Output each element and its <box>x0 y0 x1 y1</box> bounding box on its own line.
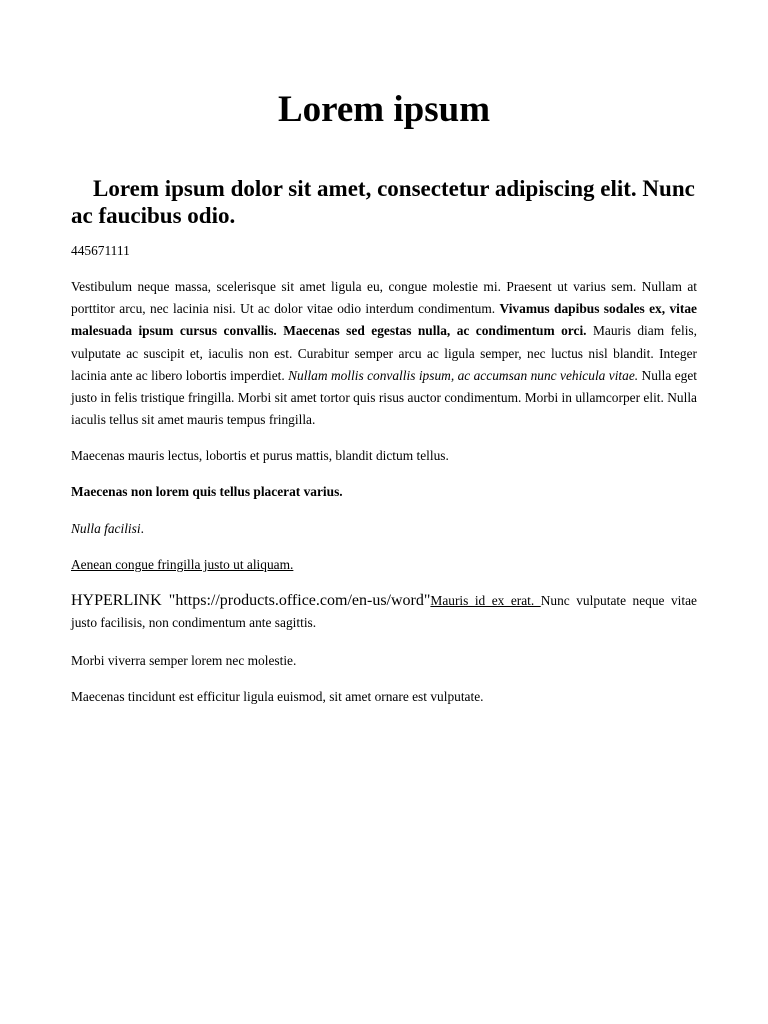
paragraph-7: Morbi viverra semper lorem nec molestie. <box>71 653 297 668</box>
paragraph-1-italic: Nullam mollis convallis ipsum, ac accumsan nunc vehicula vitae. <box>288 367 639 383</box>
paragraph-1 <box>71 276 697 431</box>
paragraph-4-italic: Nulla facilisi <box>71 521 141 536</box>
paragraph-4-tail: . <box>140 521 144 536</box>
hyperlink-field-code: HYPERLINK "https://products.office.com/en-us/word" <box>71 592 431 609</box>
paragraph-6 <box>71 590 697 634</box>
paragraph-3: Maecenas non lorem quis tellus placerat varius. <box>71 484 343 499</box>
paragraph-8: Maecenas tincidunt est efficitur ligula euismod, sit amet ornare est vulputate. <box>71 689 484 704</box>
paragraph-2: Maecenas mauris lectus, lobortis et purus mattis, blandit dictum tellus. <box>71 448 449 463</box>
paragraph-1-bold: Vivamus dapibus sodales ex, vitae malesuada ipsum cursus convallis. Maecenas sed egestas nulla, ac condimentum orci. <box>71 301 697 339</box>
document-title: Lorem ipsum <box>277 89 491 130</box>
document-subtitle: Lorem ipsum dolor sit amet, consectetur adipiscing elit. Nunc ac faucibus odio. <box>71 176 695 228</box>
paragraph-1-text-a: Vestibulum neque massa, scelerisque sit amet ligula eu, congue molestie mi. Praesent ut varius sem. Nullam at porttitor arcu, nec lacinia nisi. Ut ac dolor vitae odio interdum condimentum. <box>71 279 697 317</box>
paragraph-1-text-b: Mauris diam felis, vulputate ac suscipit et, iaculis non est. Curabitur semper arcu ac ligula semper, nec luctus nisl blandit. Integer lacinia ante ac libero lobortis imperdiet. <box>71 323 697 383</box>
paragraph-6-rest: Nunc vulputate neque vitae justo facilisis, non condimentum ante sagittis. <box>71 593 697 631</box>
paragraph-4 <box>71 518 697 540</box>
hyperlink-text[interactable]: Mauris id ex erat. <box>430 593 541 608</box>
number-line: 445671111 <box>71 243 130 258</box>
paragraph-5-underline: Aenean congue fringilla justo ut aliquam. <box>71 557 294 572</box>
paragraph-5 <box>71 554 697 576</box>
paragraph-1-text-c: Nulla eget justo in felis tristique fringilla. Morbi sit amet tortor quis risus auctor condimentum. Morbi in ullamcorper elit. Nulla iaculis tellus sit amet mauris tempus fringilla. <box>71 367 697 428</box>
